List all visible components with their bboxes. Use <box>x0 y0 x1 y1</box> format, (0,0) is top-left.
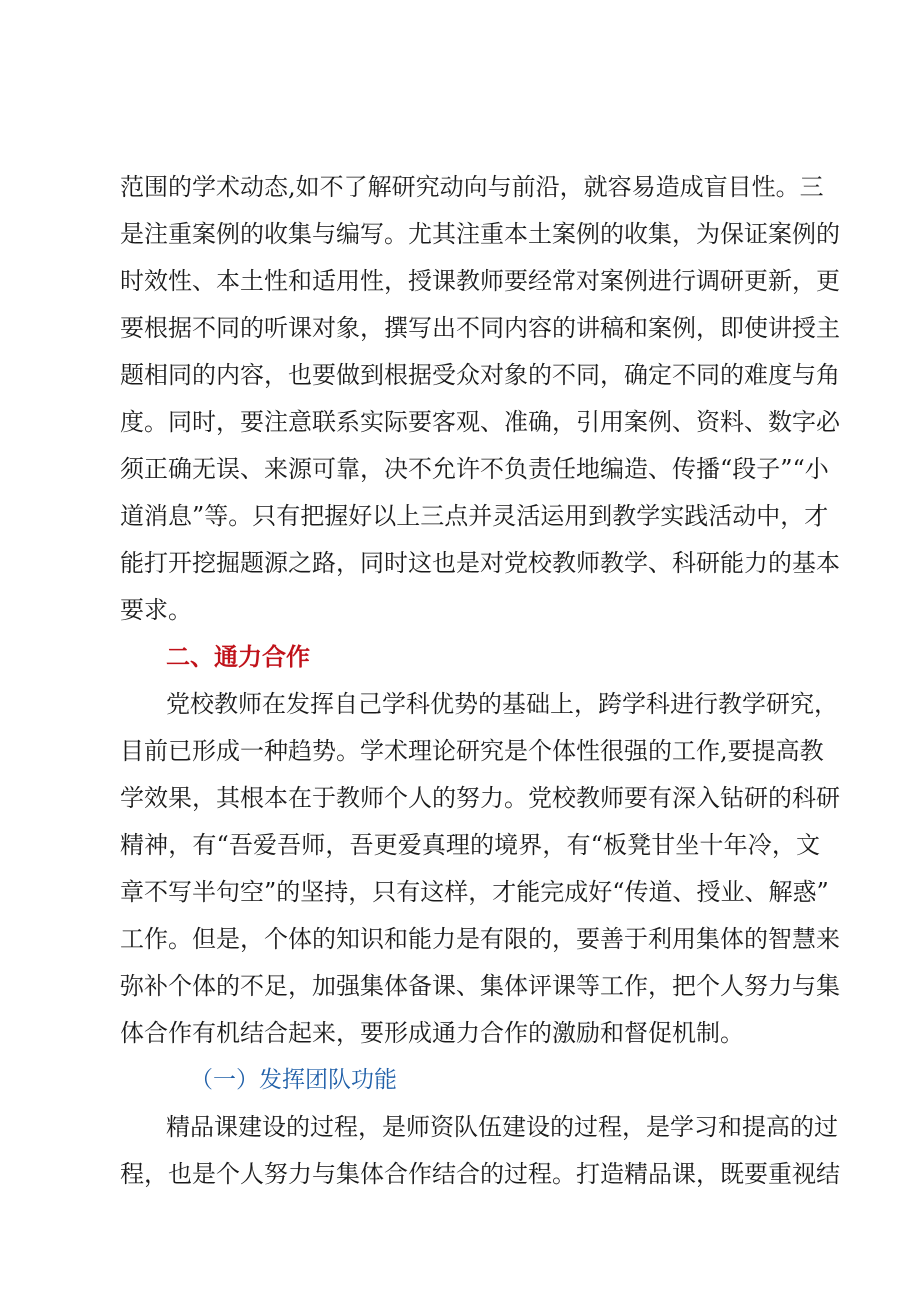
paragraph-line: 要根据不同的听课对象，撰写出不同内容的讲稿和案例，即使讲授主 <box>120 314 840 342</box>
paragraph-line: 度。同时，要注意联系实际要客观、准确，引用案例、资料、数字必 <box>120 408 840 436</box>
subsection-heading: （一）发挥团队功能 <box>190 1067 397 1093</box>
paragraph-line: 精品课建设的过程，是师资队伍建设的过程，是学习和提高的过 <box>166 1113 838 1141</box>
paragraph-line: 是注重案例的收集与编写。尤其注重本土案例的收集，为保证案例的 <box>120 220 840 248</box>
paragraph-line: 章不写半句空”的坚持，只有这样，才能完成好“传道、授业、解惑” <box>120 878 829 906</box>
paragraph-line: 工作。但是，个体的知识和能力是有限的，要善于利用集体的智慧来 <box>120 925 840 953</box>
paragraph-line: 精神，有“吾爱吾师，吾更爱真理的境界，有“板凳甘坐十年冷，文 <box>120 831 820 859</box>
paragraph-line: 程，也是个人努力与集体合作结合的过程。打造精品课，既要重视结 <box>120 1160 840 1188</box>
paragraph-line: 范围的学术动态,如不了解研究动向与前沿，就容易造成盲目性。三 <box>120 173 824 201</box>
paragraph-line: 体合作有机结合起来，要形成通力合作的激励和督促机制。 <box>120 1019 744 1047</box>
paragraph-line: 能打开挖掘题源之路，同时这也是对党校教师教学、科研能力的基本 <box>120 549 840 577</box>
paragraph-line: 党校教师在发挥自己学科优势的基础上，跨学科进行教学研究， <box>166 690 838 718</box>
paragraph-line: 目前已形成一种趋势。学术理论研究是个体性很强的工作,要提高教 <box>120 737 824 765</box>
paragraph-line: 要求。 <box>120 596 192 624</box>
paragraph-line: 道消息”等。只有把握好以上三点并灵活运用到教学实践活动中，才 <box>120 502 829 530</box>
section-heading: 二、通力合作 <box>166 643 310 671</box>
paragraph-line: 学效果，其根本在于教师个人的努力。党校教师要有深入钻研的科研 <box>120 784 840 812</box>
paragraph-line: 须正确无误、来源可靠，决不允许不负责任地编造、传播“段子”“小 <box>120 455 829 483</box>
paragraph-line: 时效性、本土性和适用性，授课教师要经常对案例进行调研更新，更 <box>120 267 840 295</box>
paragraph-line: 弥补个体的不足，加强集体备课、集体评课等工作，把个人努力与集 <box>120 972 840 1000</box>
paragraph-line: 题相同的内容，也要做到根据受众对象的不同，确定不同的难度与角 <box>120 361 840 389</box>
